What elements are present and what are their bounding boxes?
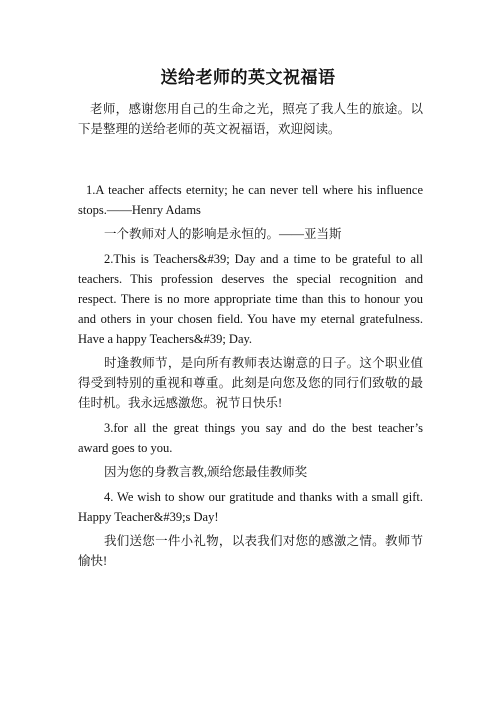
blessing-1-english: 1.A teacher affects eternity; he can never tell where his influence stops.——Henry Adams [78, 183, 423, 217]
blessing-4-chinese: 我们送您一件小礼物，以表我们对您的感激之情。教师节愉快! [78, 534, 423, 568]
blessing-3-chinese: 因为您的身教言教,颁给您最佳教师奖 [104, 465, 308, 479]
blessing-4-english: 4. We wish to show our gratitude and thanks with a small gift. Happy Teacher&#39;s Day! [78, 490, 423, 524]
blessing-2-english: 2.This is Teachers&#39; Day and a time to be grateful to all teachers. This profession deserves the special recognition and respect. There is no more appropriate time than this to honour you and others in your chosen field. You have my eternal gratefulness. Have a happy Teachers&#39; Day. [78, 252, 423, 346]
blessing-1-chinese: 一个教师对人的影响是永恒的。——亚当斯 [104, 227, 342, 241]
blessings-list [78, 180, 423, 576]
blessing-3-english: 3.for all the great things you say and do the best teacher’s award goes to you. [78, 421, 423, 455]
blessing-2-chinese: 时逢教师节，是向所有教师表达谢意的日子。这个职业值得受到特别的重视和尊重。此刻是向您及您的同行们致敬的最佳时机。我永远感激您。祝节日快乐! [78, 356, 423, 410]
intro-paragraph: 老师，感谢您用自己的生命之光，照亮了我人生的旅途。以下是整理的送给老师的英文祝福语，欢迎阅读。 [78, 102, 423, 136]
document-title: 送给老师的英文祝福语 [160, 68, 336, 87]
